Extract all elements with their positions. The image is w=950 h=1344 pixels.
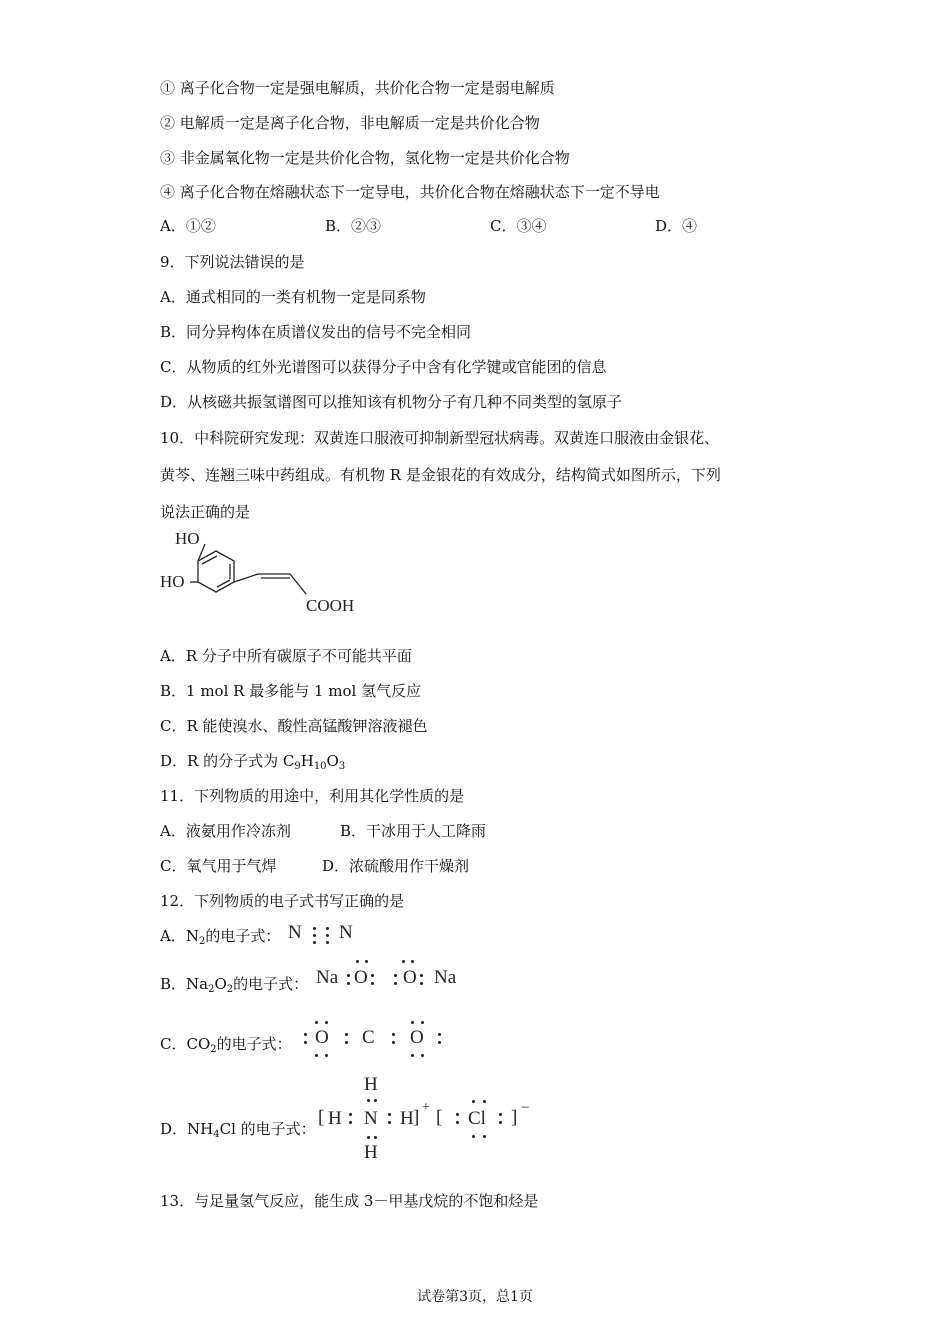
q13-stem: 13．与足量氢气反应，能生成 3－甲基戊烷的不饱和烃是 (160, 1192, 539, 1210)
q10-option-c: C．R 能使溴水、酸性高锰酸钾溶液褪色 (160, 717, 428, 735)
electron-dot (499, 1121, 502, 1124)
electron-dot (388, 1121, 391, 1124)
carboxyl-label: COOH (306, 596, 355, 615)
q11-option-b: B．干冰用于人工降雨 (340, 822, 487, 840)
q8-options (160, 216, 697, 236)
q10-stem-line-3: 说法正确的是 (160, 503, 251, 521)
q10-option-d: D．R 的分子式为 $C_9H_{10}O_3$ (160, 752, 346, 772)
q12-option-b: B．$Na_2O_2$的电子式： (160, 975, 309, 995)
electron-dot (304, 1033, 307, 1036)
electron-dot (388, 1113, 391, 1116)
electron-dot (438, 1041, 441, 1044)
electron-dot (313, 934, 316, 937)
q9-option-a: A．通式相同的一类有机物一定是同系物 (160, 288, 426, 306)
electron-dot (347, 974, 350, 977)
electron-dot (325, 1021, 328, 1024)
electron-dot (325, 1054, 328, 1057)
electron-dot (483, 1135, 486, 1138)
electron-dot (456, 1113, 459, 1116)
hydroxyl-label-top: HO (175, 529, 200, 548)
q11-stem: 11．下列物质的用途中，利用其化学性质的是 (160, 787, 465, 805)
electron-dot (326, 934, 329, 937)
electron-dot (402, 960, 405, 963)
electron-dot (411, 1054, 414, 1057)
q9-option-d: D．从核磁共振氢谱图可以推知该有机物分子有几种不同类型的氢原子 (160, 393, 623, 411)
q10-stem-line-2: 黄芩、连翘三味中药组成。有机物 R 是金银花的有效成分，结构简式如图所示，下列 (160, 466, 721, 484)
q11-option-d: D．浓硫酸用作干燥剂 (322, 857, 470, 875)
electron-dot (421, 1054, 424, 1057)
electron-dot (394, 982, 397, 985)
electron-dot (411, 960, 414, 963)
electron-dot (456, 1121, 459, 1124)
electron-dot (411, 1021, 414, 1024)
q11-option-a: A．液氨用作冷冻剂 (160, 822, 291, 840)
q12-stem: 12．下列物质的电子式书写正确的是 (160, 892, 405, 910)
electron-dot (367, 1099, 370, 1102)
q8-option-c: C．③④ (490, 217, 547, 235)
q8-statement-2: ② 电解质一定是离子化合物，非电解质一定是共价化合物 (160, 114, 540, 132)
electron-dot (315, 1021, 318, 1024)
electron-dot (356, 960, 359, 963)
electron-dot (349, 1113, 352, 1116)
page-footer: 试卷第3页，总1页 (417, 1289, 533, 1305)
electron-dot (315, 1054, 318, 1057)
electron-dot (420, 974, 423, 977)
electron-dot (472, 1135, 475, 1138)
q12-option-d: D．$NH_4Cl$ 的电子式： (160, 1120, 316, 1140)
q12-option-a: A．$N_2$的电子式： (160, 927, 281, 947)
electron-dot (326, 941, 329, 944)
q10-stem-line-1: 10．中科院研究发现：双黄连口服液可抑制新型冠状病毒。双黄连口服液由金银花、 (160, 429, 720, 447)
electron-dot (313, 927, 316, 930)
electron-dot (472, 1100, 475, 1103)
q8-option-a: A．①② (160, 217, 216, 235)
q8-option-d: D．④ (655, 217, 698, 235)
electron-dot (304, 1041, 307, 1044)
q8-statement-1: ① 离子化合物一定是强电解质，共价化合物一定是弱电解质 (160, 79, 555, 97)
q11-options-row-1 (160, 821, 486, 841)
electron-dot (420, 982, 423, 985)
benzene-ring (198, 551, 234, 592)
electron-dot (345, 1033, 348, 1036)
electron-dot (326, 927, 329, 930)
electron-dot (483, 1100, 486, 1103)
electron-dot (499, 1113, 502, 1116)
q9-option-b: B．同分异构体在质谱仪发出的信号不完全相同 (160, 323, 472, 341)
q9-option-c: C．从物质的红外光谱图可以获得分子中含有化学键或官能团的信息 (160, 358, 607, 376)
q10-structure-diagram (150, 522, 390, 622)
electron-dot (365, 960, 368, 963)
hydroxyl-label-left: HO (160, 572, 185, 591)
electron-dot (345, 1041, 348, 1044)
electron-dot (347, 982, 350, 985)
q8-statement-4: ④ 离子化合物在熔融状态下一定导电，共价化合物在熔融状态下一定不导电 (160, 183, 660, 201)
electron-dot (367, 1136, 370, 1139)
q10-option-b: B．1 mol R 最多能与 1 mol 氢气反应 (160, 682, 422, 700)
q11-options-row-2 (160, 856, 469, 876)
electron-dot (392, 1041, 395, 1044)
electron-dot (371, 974, 374, 977)
electron-dot (438, 1033, 441, 1036)
electron-dot (349, 1121, 352, 1124)
electron-dot (374, 1099, 377, 1102)
electron-dot (421, 1021, 424, 1024)
q8-statement-3: ③ 非金属氧化物一定是共价化合物，氢化物一定是共价化合物 (160, 149, 570, 167)
q10-option-a: A．R 分子中所有碳原子不可能共平面 (160, 647, 412, 665)
q8-option-b: B．②③ (325, 217, 382, 235)
q12-option-c: C．$CO_2$的电子式： (160, 1035, 292, 1055)
electron-dot (394, 974, 397, 977)
q9-stem: 9．下列说法错误的是 (160, 253, 305, 271)
electron-dot (313, 941, 316, 944)
electron-dot (371, 982, 374, 985)
q11-option-c: C．氧气用于气焊 (160, 857, 277, 875)
electron-dot (392, 1033, 395, 1036)
electron-dot (374, 1136, 377, 1139)
